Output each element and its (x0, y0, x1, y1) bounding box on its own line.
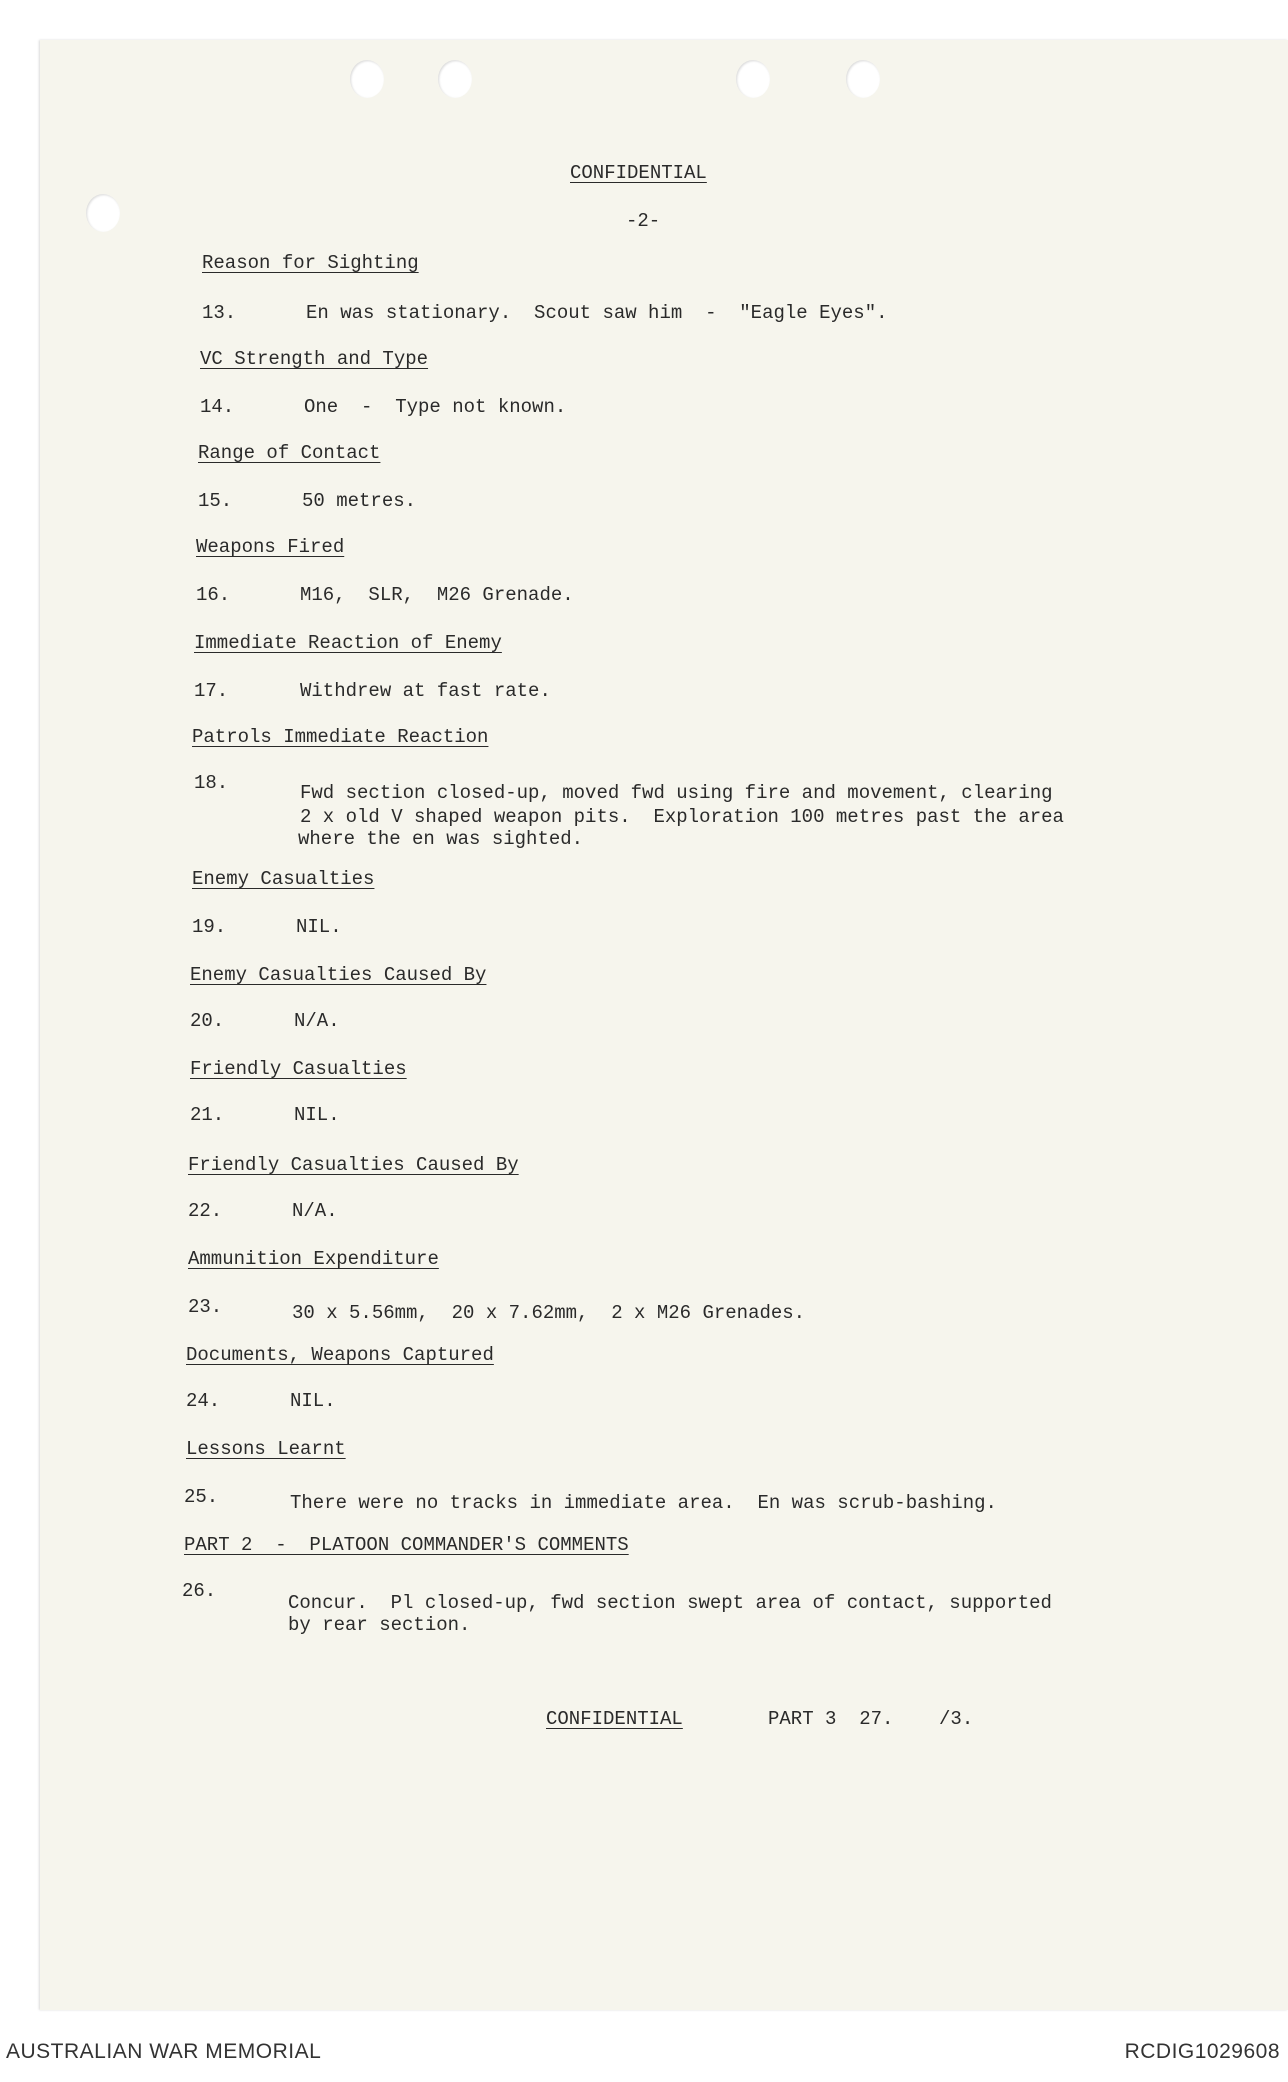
item-number: 17. (194, 680, 229, 702)
item-text: N/A. (292, 1200, 338, 1222)
item-number: 18. (194, 772, 229, 794)
punch-hole (438, 60, 472, 98)
item-text: 2 x old V shaped weapon pits. Exploration 100 metres past the area (300, 806, 1064, 828)
item-text: Concur. Pl closed-up, fwd section swept area of contact, supported (288, 1592, 1052, 1614)
item-text: One - Type not known. (304, 396, 567, 418)
archive-reference: RCDIG1029608 (1124, 2040, 1280, 2063)
item-number: 22. (188, 1200, 223, 1222)
punch-hole (846, 60, 880, 98)
item-number: 20. (190, 1010, 225, 1032)
item-text: where the en was sighted. (298, 828, 584, 850)
item-number: 24. (186, 1390, 221, 1412)
item-number: 14. (200, 396, 235, 418)
item-text: NIL. (294, 1104, 340, 1126)
section-heading: Enemy Casualties (192, 868, 375, 890)
item-number: 15. (198, 490, 233, 512)
item-number: 16. (196, 584, 231, 606)
item-text: M16, SLR, M26 Grenade. (300, 584, 574, 606)
item-number: 21. (190, 1104, 225, 1126)
header-classification: CONFIDENTIAL (570, 162, 707, 184)
item-number: 19. (192, 916, 227, 938)
continuation-note: PART 3 27. /3. (768, 1708, 974, 1730)
section-heading: Range of Contact (198, 442, 381, 464)
item-text: Withdrew at fast rate. (300, 680, 551, 702)
section-heading: PART 2 - PLATOON COMMANDER'S COMMENTS (184, 1534, 629, 1556)
item-number: 25. (184, 1486, 219, 1508)
item-text: Fwd section closed-up, moved fwd using fire and movement, clearing (300, 782, 1053, 804)
item-text: by rear section. (288, 1614, 471, 1636)
section-heading: Enemy Casualties Caused By (190, 964, 487, 986)
item-text: NIL. (290, 1390, 336, 1412)
item-text: NIL. (296, 916, 342, 938)
item-text: 30 x 5.56mm, 20 x 7.62mm, 2 x M26 Grenades. (292, 1302, 806, 1324)
item-number: 23. (188, 1296, 223, 1318)
section-heading: Patrols Immediate Reaction (192, 726, 489, 748)
punch-hole (736, 60, 770, 98)
section-heading: Weapons Fired (196, 536, 345, 558)
item-number: 13. (202, 302, 237, 324)
section-heading: Reason for Sighting (202, 252, 419, 274)
page-number: -2- (626, 210, 661, 232)
section-heading: Documents, Weapons Captured (186, 1344, 494, 1366)
section-heading: Friendly Casualties (190, 1058, 407, 1080)
item-text: En was stationary. Scout saw him - "Eagle Eyes". (306, 302, 888, 324)
punch-hole (350, 60, 384, 98)
footer-classification: CONFIDENTIAL (546, 1708, 683, 1730)
section-heading: Friendly Casualties Caused By (188, 1154, 519, 1176)
item-text: N/A. (294, 1010, 340, 1032)
section-heading: Lessons Learnt (186, 1438, 346, 1460)
section-heading: VC Strength and Type (200, 348, 429, 370)
item-number: 26. (182, 1580, 217, 1602)
item-text: 50 metres. (302, 490, 417, 512)
item-text: There were no tracks in immediate area. En was scrub-bashing. (290, 1492, 997, 1514)
section-heading: Ammunition Expenditure (188, 1248, 439, 1270)
archive-institution: AUSTRALIAN WAR MEMORIAL (6, 2040, 322, 2063)
section-heading: Immediate Reaction of Enemy (194, 632, 502, 654)
punch-hole (86, 194, 120, 232)
